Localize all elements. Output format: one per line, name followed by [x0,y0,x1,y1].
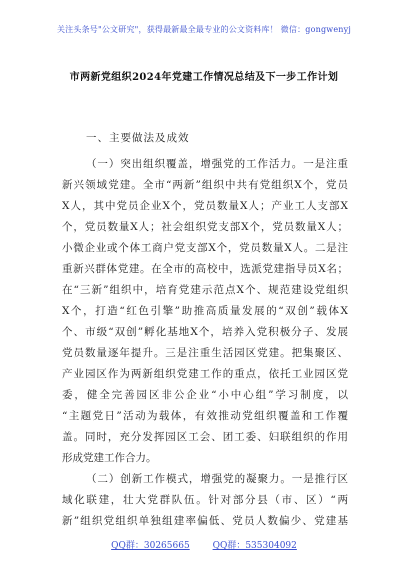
paragraph-line: 个，党员数量X人；社会组织党支部X个，党员数量X人； [62,221,348,233]
paragraph-line: 重新兴群体党建。在全市的高校中，选派党建指导员X名； [62,263,348,275]
paragraph-line: 个、市级“双创”孵化基地X个，培养入党积极分子、发展 [62,326,348,338]
paragraph-line: （一）突出组织覆盖，增强党的工作活力。一是注重 [86,158,348,170]
paragraph-line: 小微企业或个体工商户党支部X个，党员数量X人。二是注 [62,242,348,254]
paragraph-line: 党员数量逐年提升。三是注重生活园区党建。把集聚区、 [62,347,348,359]
paragraph-line: 盖。同时，充分发挥园区工会、团工委、妇联组织的作用 [62,431,348,443]
paragraph-line: “主题党日”活动为载体，有效推动党组织覆盖和工作覆 [62,410,348,422]
document-title: 市两新党组织2024年党建工作情况总结及下一步工作计划 [69,72,339,83]
paragraph-line: 新兴领域党建。全市“两新”组织中共有党组织X个，党员 [62,179,348,191]
paragraph-line: X个，打造“红色引擎”助推高质量发展的“双创”载体X [62,305,348,317]
paragraph-line: 在“三新”组织中，培育党建示范点X个、规范建设党组织 [62,284,348,296]
qq-group-link-2[interactable]: QQ群：535304092 [212,541,297,551]
paragraph-line: （二）创新工作模式，增强党的凝聚力。一是推行区 [86,473,348,485]
paragraph-line: 形成党建工作合力。 [62,452,157,464]
qq-group-footer [0,538,408,551]
paragraph-line: 产业园区作为两新组织党建工作的重点，依托工业园区党 [62,368,348,380]
paragraph-line: 新”组织党组织单独组建率偏低、党员人数偏少、党建基 [62,515,348,527]
section-heading: 一、主要做法及成效 [86,132,190,144]
paragraph-line: X人，其中党员企业X个，党员数量X人；产业工人支部X [62,200,348,212]
promo-banner: 关注头条号"公文研究"，获得最新最全最专业的公文资料库！ 微信：gongwenyj [56,25,352,34]
qq-group-link-1[interactable]: QQ群：30265665 [111,541,190,551]
paragraph-line: 委，健全完善园区非公企业“小中心组”学习制度，以 [62,389,348,401]
paragraph-line: 域化联建，壮大党群队伍。针对部分县（市、区）“两 [62,494,348,506]
